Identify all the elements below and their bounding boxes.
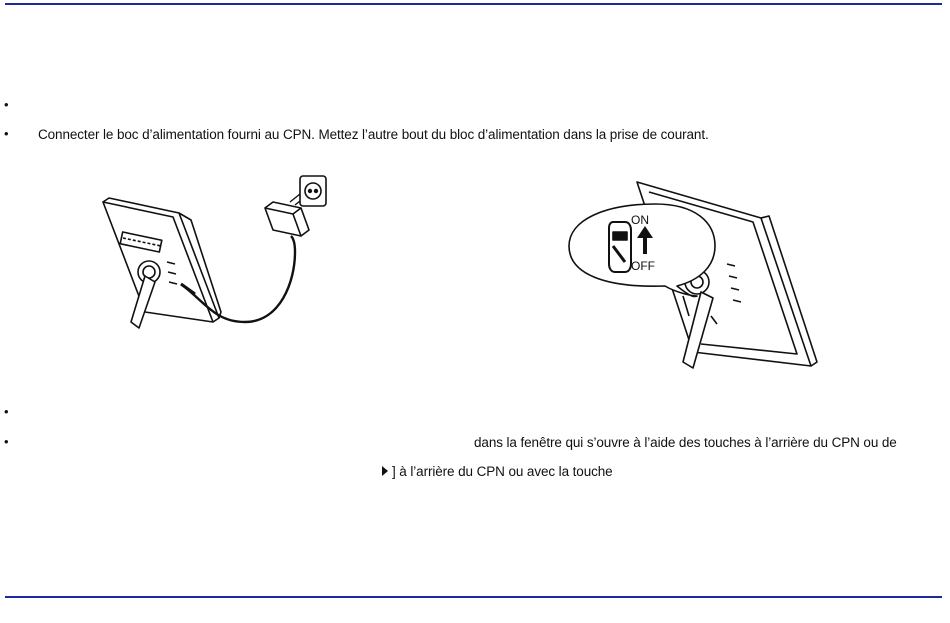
bullet-3: • — [4, 404, 9, 419]
instruction-window-keys: dans la fenêtre qui s’ouvre à l’aide des touches à l’arrière du CPN ou de — [474, 435, 897, 450]
instruction-back-key-line — [381, 464, 613, 480]
instruction-back-key-text: ] à l’arrière du CPN ou avec la touche — [392, 464, 613, 479]
top-rule — [5, 3, 942, 5]
bullet-4: • — [4, 434, 9, 449]
switch-on-label: ON — [631, 213, 649, 227]
switch-off-label: OFF — [631, 259, 655, 273]
bullet-2: • — [4, 126, 9, 141]
bottom-rule — [5, 596, 942, 598]
bullet-1: • — [4, 97, 9, 112]
right-triangle-icon — [381, 465, 389, 477]
illustration-power-adapter — [95, 172, 340, 337]
frame-with-switch-drawing — [565, 176, 820, 372]
frame-with-adapter-drawing — [95, 172, 340, 337]
instruction-power-adapter: Connecter le boc d’alimentation fourni au CPN. Mettez l’autre bout du bloc d’alimentation dans la prise de courant. — [38, 127, 709, 142]
illustration-power-switch — [565, 176, 820, 372]
